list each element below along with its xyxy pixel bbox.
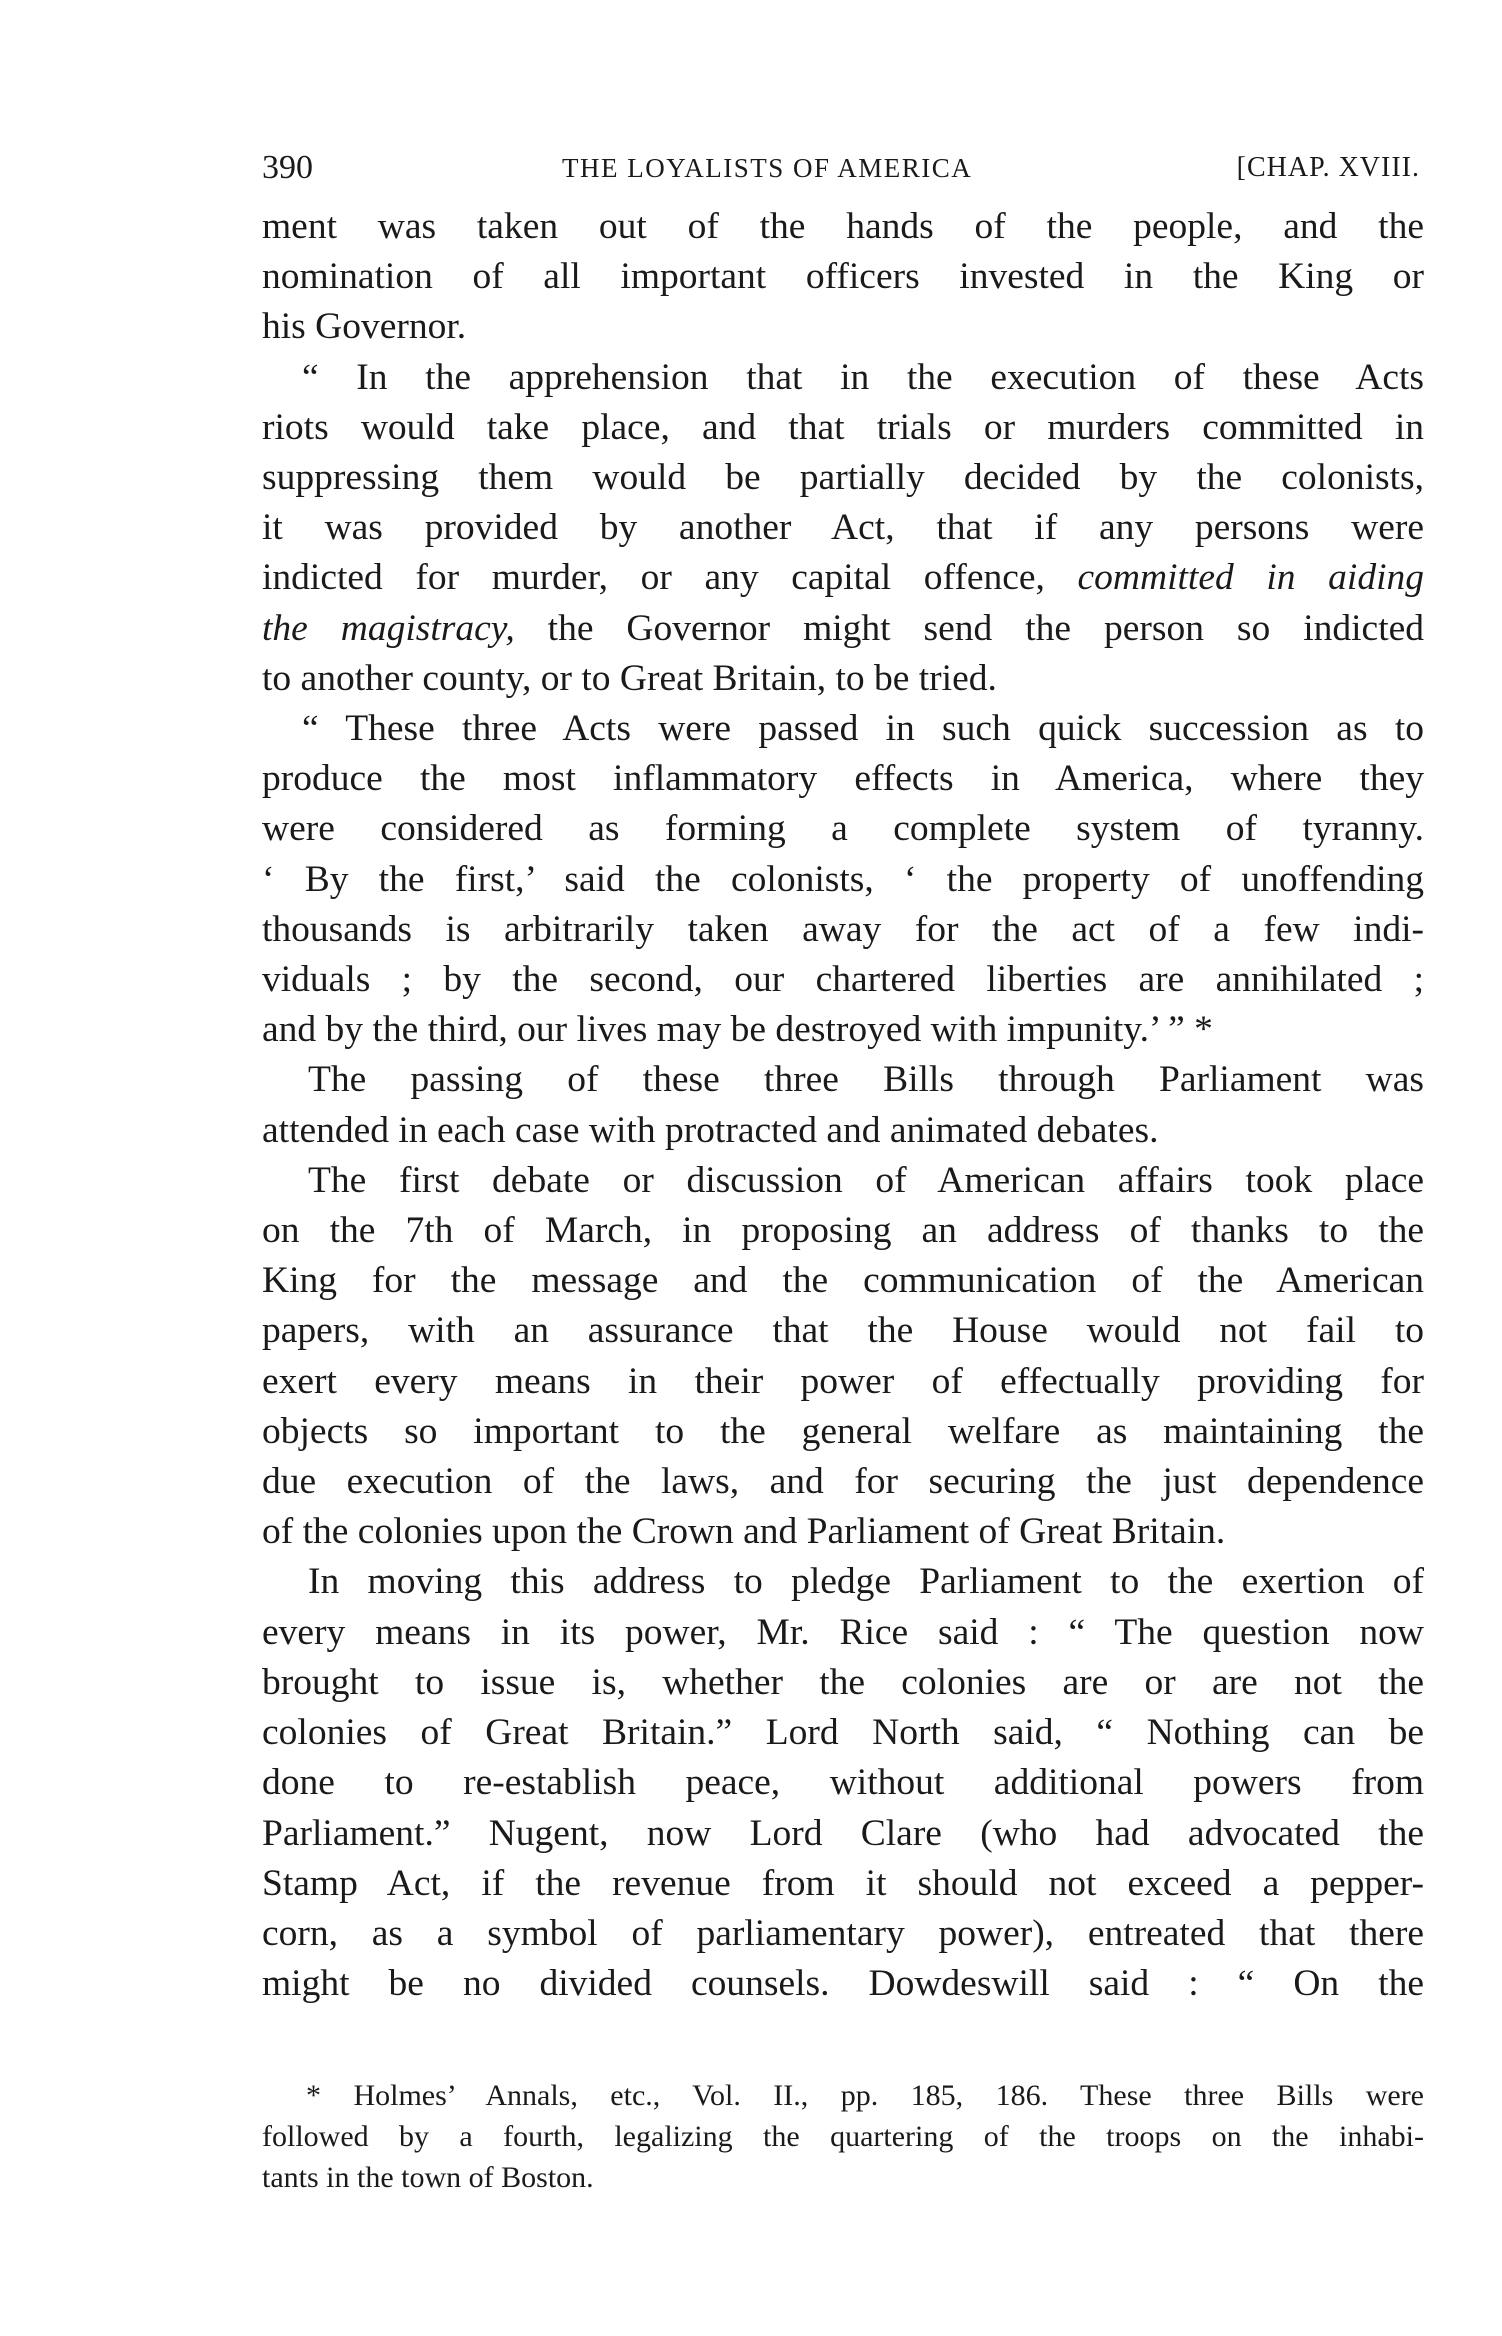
- footnote-line: tants in the town of Boston.: [262, 2161, 594, 2195]
- text-line: on the 7th of March, in proposing an address of thanks to the: [262, 1210, 1424, 1252]
- footnote-line: * Holmes’ Annals, etc., Vol. II., pp. 185, 186. These three Bills were: [306, 2079, 1424, 2113]
- text-line: due execution of the laws, and for securing the just dependence: [262, 1461, 1424, 1503]
- text-line: King for the message and the communication of the American: [262, 1260, 1424, 1302]
- text-line: every means in its power, Mr. Rice said : “ The question now: [262, 1611, 1424, 1653]
- text-line: “ These three Acts were passed in such quick succession as to: [302, 708, 1424, 750]
- text-line: thousands is arbitrarily taken away for the act of a few indi-: [262, 908, 1424, 950]
- text-line: corn, as a symbol of parliamentary power), entreated that there: [262, 1912, 1424, 1954]
- text-line: The first debate or discussion of American affairs took place: [308, 1159, 1424, 1201]
- text-line: [262, 553, 1424, 603]
- text-line: Stamp Act, if the revenue from it should not exceed a pepper-: [262, 1862, 1424, 1904]
- text-segment: indicted for murder, or any capital offence,: [262, 557, 1045, 599]
- text-line: were considered as forming a complete system of tyranny.: [262, 808, 1424, 850]
- footnote-line: followed by a fourth, legalizing the quartering of the troops on the inhabi-: [262, 2120, 1424, 2154]
- text-line: colonies of Great Britain.” Lord North said, “ Nothing can be: [262, 1712, 1424, 1754]
- running-head: [262, 140, 1424, 196]
- text-line: attended in each case with protracted and animated debates.: [262, 1109, 1159, 1151]
- running-title: THE LOYALISTS OF AMERICA: [562, 153, 973, 183]
- footnote: [262, 2075, 1424, 2198]
- text-line: of the colonies upon the Crown and Parliament of Great Britain.: [262, 1511, 1226, 1553]
- text-line: “ In the apprehension that in the execution of these Acts: [302, 356, 1424, 398]
- text-line: viduals ; by the second, our chartered liberties are annihilated ;: [262, 959, 1424, 1001]
- text-line: papers, with an assurance that the House would not fail to: [262, 1310, 1424, 1352]
- italic-phrase: committed in aiding: [1077, 557, 1425, 599]
- text-line: to another county, or to Great Britain, to be tried.: [262, 657, 997, 699]
- text-line: ment was taken out of the hands of the people, and the: [262, 206, 1424, 247]
- body-text: [262, 202, 1424, 2009]
- book-page: [262, 140, 1424, 2198]
- text-line: objects so important to the general welfare as maintaining the: [262, 1410, 1424, 1452]
- text-line: riots would take place, and that trials or murders committed in: [262, 406, 1424, 448]
- text-segment: the Governor might send the person so indicted: [514, 607, 1425, 649]
- text-line: suppressing them would be partially decided by the colonists,: [262, 457, 1424, 499]
- text-line: done to re-establish peace, without additional powers from: [262, 1762, 1424, 1804]
- italic-phrase: the magistracy,: [262, 607, 515, 649]
- text-line: nomination of all important officers invested in the King or: [262, 256, 1424, 298]
- text-line: his Governor.: [262, 306, 467, 348]
- page-number: 390: [262, 149, 313, 186]
- text-line: and by the third, our lives may be destroyed with impunity.’ ” *: [262, 1009, 1213, 1051]
- text-line: brought to issue is, whether the colonies are or are not the: [262, 1661, 1424, 1703]
- text-line: Parliament.” Nugent, now Lord Clare (who had advocated the: [262, 1812, 1424, 1854]
- text-line: produce the most inflammatory effects in America, where they: [262, 758, 1424, 800]
- text-line: exert every means in their power of effectually providing for: [262, 1360, 1424, 1402]
- chapter-reference: [CHAP. XVIII.: [1236, 152, 1420, 183]
- text-line: The passing of these three Bills through Parliament was: [308, 1059, 1424, 1101]
- text-line: In moving this address to pledge Parliament to the exertion of: [308, 1561, 1424, 1603]
- text-line: [262, 604, 1424, 654]
- text-line: it was provided by another Act, that if any persons were: [262, 507, 1424, 549]
- text-line: ‘ By the first,’ said the colonists, ‘ the property of unoffending: [262, 858, 1424, 900]
- text-line: might be no divided counsels. Dowdeswill said : “ On the: [262, 1963, 1424, 2005]
